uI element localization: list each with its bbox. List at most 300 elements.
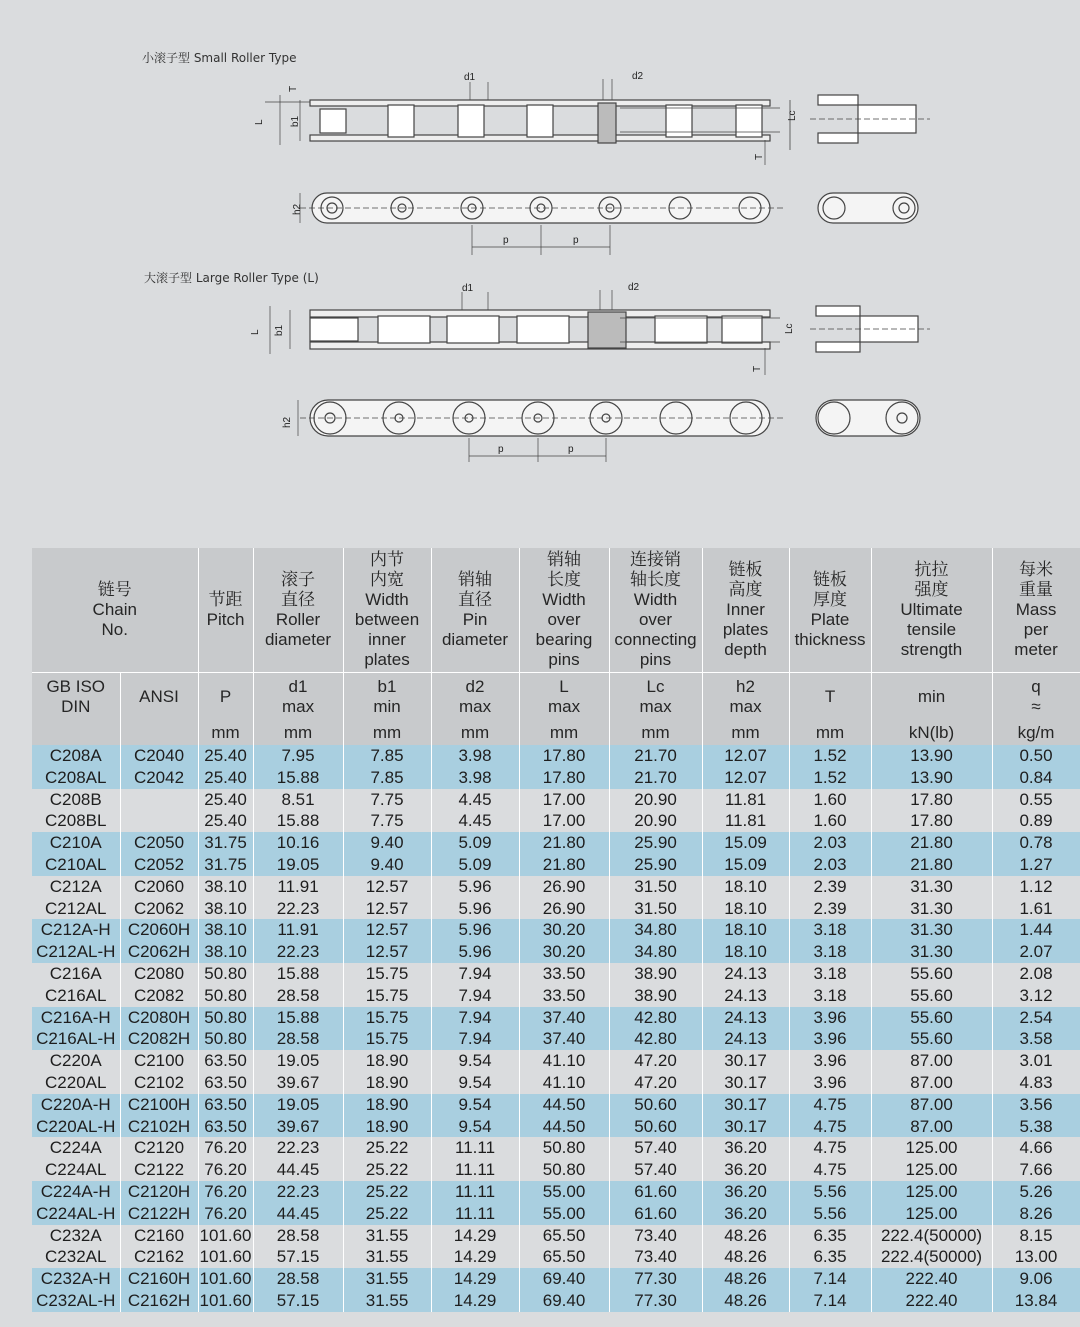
cell-t: 3.18 [789, 985, 871, 1007]
cell-d1: 57.15 [253, 1246, 343, 1268]
table-row [32, 985, 1080, 1007]
cell-d2: 11.11 [431, 1181, 519, 1203]
cell-d2: 5.09 [431, 832, 519, 854]
cell-ansi: C2052 [120, 854, 198, 876]
header-plate-thickness: 链板 厚度 Plate thickness [789, 548, 871, 673]
cell-b1: 18.90 [343, 1050, 431, 1072]
header-inner-width: 内节 内宽 Width between inner plates [343, 548, 431, 673]
cell-ansi: C2040 [120, 745, 198, 767]
cell-l: 17.00 [519, 789, 609, 811]
cell-p: 101.60 [199, 1225, 252, 1245]
cell-d1: 22.23 [253, 1137, 343, 1159]
cell-lc: 50.60 [609, 1094, 702, 1116]
cell-d1: 8.51 [253, 789, 343, 811]
cell-s: 17.80 [871, 789, 992, 811]
cell-t: 1.52 [789, 745, 871, 767]
table-row [32, 1268, 1080, 1290]
cell-gb: C208B [32, 789, 120, 811]
cell-s: 87.00 [871, 1072, 992, 1094]
cell-t: 7.14 [789, 1290, 871, 1312]
table-row [32, 1094, 1080, 1116]
cell-q: 1.12 [992, 876, 1080, 898]
cell-d2: 7.94 [431, 1007, 519, 1029]
cell-t: 6.35 [789, 1225, 871, 1247]
cell-t: 3.96 [789, 1050, 871, 1072]
table-row [32, 1203, 1080, 1225]
dim-d2-large: d2 [628, 282, 640, 293]
cell-lc: 77.30 [609, 1290, 702, 1312]
cell-lc: 50.60 [609, 1116, 702, 1138]
cell-p: 76.20 [198, 1159, 253, 1181]
cell-d2: 14.29 [431, 1246, 519, 1268]
cell-q: 0.78 [992, 832, 1080, 854]
cell-b1: 18.90 [343, 1072, 431, 1094]
cell-t: 4.75 [789, 1094, 871, 1116]
cell-ansi: C2162H [120, 1290, 198, 1312]
symbol-t: T [789, 673, 871, 722]
table-row [32, 789, 1080, 811]
table-row [32, 898, 1080, 920]
cell-s: 31.30 [871, 876, 992, 898]
cell-ansi: C2042 [120, 767, 198, 789]
cell-ansi: C2080H [120, 1007, 198, 1029]
cell-lc: 47.20 [609, 1050, 702, 1072]
cell-b1: 31.55 [343, 1225, 431, 1247]
cell-b1: 31.55 [343, 1268, 431, 1290]
cell-h2: 30.17 [702, 1094, 789, 1116]
cell-d1: 15.88 [253, 1007, 343, 1029]
unit-d1: mm [253, 721, 343, 745]
cell-p: 50.80 [198, 963, 253, 985]
large-roller-diagram [0, 280, 1080, 470]
cell-s: 55.60 [871, 963, 992, 985]
cell-t: 1.60 [789, 789, 871, 811]
header-mass: 每米 重量 Mass per meter [992, 548, 1080, 673]
cell-lc: 31.50 [609, 876, 702, 898]
cell-lc: 57.40 [609, 1159, 702, 1181]
header-chain-no: 链号 Chain No. [32, 548, 198, 673]
cell-d1: 44.45 [253, 1203, 343, 1225]
cell-s: 125.00 [871, 1159, 992, 1181]
cell-p: 25.40 [198, 810, 253, 832]
cell-d1: 57.15 [253, 1290, 343, 1312]
cell-gb: C224A-H [32, 1181, 120, 1203]
cell-l: 21.80 [519, 854, 609, 876]
spec-table-body [32, 745, 1080, 1312]
cell-q: 13.00 [992, 1246, 1080, 1268]
cell-b1: 12.57 [343, 898, 431, 920]
header-connecting-pin: 连接销 轴长度 Width over connecting pins [609, 548, 702, 673]
cell-d1: 44.45 [253, 1159, 343, 1181]
cell-p: 38.10 [198, 876, 253, 898]
cell-ansi: C2100H [120, 1094, 198, 1116]
table-row [32, 1246, 1080, 1268]
cell-s: 31.30 [871, 919, 992, 941]
cell-h2: 48.26 [702, 1246, 789, 1268]
cell-ansi: C2050 [120, 832, 198, 854]
table-row [32, 1181, 1080, 1203]
cell-b1: 18.90 [343, 1116, 431, 1138]
cell-d1: 15.88 [253, 810, 343, 832]
cell-h2: 24.13 [702, 1028, 789, 1050]
cell-d2: 11.11 [431, 1203, 519, 1225]
cell-b1: 7.75 [343, 789, 431, 811]
cell-b1: 25.22 [343, 1181, 431, 1203]
unit-t: mm [789, 721, 871, 745]
cell-s: 125.00 [871, 1137, 992, 1159]
header-pitch: 节距 Pitch [198, 548, 253, 673]
cell-h2: 18.10 [702, 898, 789, 920]
cell-lc: 42.80 [609, 1028, 702, 1050]
cell-d1: 10.16 [253, 832, 343, 854]
table-row [32, 919, 1080, 941]
cell-d2: 5.96 [431, 876, 519, 898]
cell-s: 87.00 [871, 1116, 992, 1138]
cell-gb: C232AL-H [32, 1290, 120, 1312]
cell-lc: 25.90 [609, 854, 702, 876]
cell-b1: 7.75 [343, 810, 431, 832]
cell-b1: 25.22 [343, 1203, 431, 1225]
cell-gb: C232A-H [32, 1268, 120, 1290]
cell-gb: C212AL-H [32, 941, 120, 963]
cell-h2: 24.13 [702, 963, 789, 985]
symbol-lc: Lc max [609, 673, 702, 722]
cell-l: 21.80 [519, 832, 609, 854]
cell-d1: 11.91 [253, 919, 343, 941]
cell-s: 87.00 [871, 1094, 992, 1116]
cell-h2: 11.81 [702, 789, 789, 811]
cell-q: 13.84 [992, 1290, 1080, 1312]
cell-d1: 15.88 [253, 767, 343, 789]
cell-l: 50.80 [519, 1159, 609, 1181]
cell-t: 3.18 [789, 919, 871, 941]
cell-s: 222.4(50000) [871, 1246, 992, 1268]
cell-b1: 15.75 [343, 1007, 431, 1029]
cell-d1: 7.95 [253, 745, 343, 767]
cell-s: 87.00 [871, 1050, 992, 1072]
cell-p: 50.80 [198, 1007, 253, 1029]
cell-s: 55.60 [871, 985, 992, 1007]
cell-l: 30.20 [519, 941, 609, 963]
unit-l: mm [519, 721, 609, 745]
cell-gb: C208A [32, 745, 120, 767]
cell-t: 2.03 [789, 854, 871, 876]
cell-gb: C208AL [32, 767, 120, 789]
dim-p1-small: p [503, 235, 509, 246]
cell-lc: 38.90 [609, 985, 702, 1007]
cell-gb: C212AL [32, 898, 120, 920]
cell-ansi: C2082H [120, 1028, 198, 1050]
symbol-b1: b1 min [343, 673, 431, 722]
cell-d1: 39.67 [253, 1116, 343, 1138]
cell-q: 5.26 [992, 1181, 1080, 1203]
table-row [32, 1290, 1080, 1312]
cell-q: 4.66 [992, 1137, 1080, 1159]
cell-lc: 38.90 [609, 963, 702, 985]
cell-t: 3.96 [789, 1028, 871, 1050]
dim-lc-small: Lc [787, 110, 798, 121]
cell-t: 3.96 [789, 1007, 871, 1029]
cell-lc: 31.50 [609, 898, 702, 920]
cell-s: 222.4(50000) [871, 1225, 992, 1247]
cell-d1: 15.88 [253, 963, 343, 985]
cell-p: 50.80 [198, 1028, 253, 1050]
dim-b1-large: b1 [274, 324, 285, 336]
table-row [32, 941, 1080, 963]
cell-l: 41.10 [519, 1072, 609, 1094]
dim-d1-small: d1 [464, 72, 476, 83]
cell-d1: 19.05 [253, 1050, 343, 1072]
table-row [32, 1159, 1080, 1181]
cell-q: 1.44 [992, 919, 1080, 941]
symbol-d1: d1 max [253, 673, 343, 722]
cell-b1: 15.75 [343, 985, 431, 1007]
dim-p1-large: p [498, 444, 504, 455]
cell-q: 7.66 [992, 1159, 1080, 1181]
cell-h2: 30.17 [702, 1116, 789, 1138]
cell-q: 2.54 [992, 1007, 1080, 1029]
cell-t: 3.18 [789, 941, 871, 963]
cell-gb: C210AL [32, 854, 120, 876]
cell-b1: 12.57 [343, 919, 431, 941]
cell-ansi: C2060 [120, 876, 198, 898]
cell-l: 69.40 [519, 1268, 609, 1290]
cell-l: 17.00 [519, 810, 609, 832]
cell-t: 2.03 [789, 832, 871, 854]
dim-t-large: T [752, 365, 763, 372]
cell-h2: 36.20 [702, 1159, 789, 1181]
table-row [32, 832, 1080, 854]
cell-l: 55.00 [519, 1181, 609, 1203]
cell-s: 125.00 [871, 1181, 992, 1203]
cell-h2: 48.26 [702, 1268, 789, 1290]
cell-ansi: C2120H [120, 1181, 198, 1203]
cell-t: 2.39 [789, 898, 871, 920]
cell-l: 44.50 [519, 1094, 609, 1116]
cell-p: 31.75 [198, 832, 253, 854]
header-pin-length: 销轴 长度 Width over bearing pins [519, 548, 609, 673]
cell-p: 38.10 [198, 941, 253, 963]
unit-lc: mm [609, 721, 702, 745]
cell-gb: C216A-H [32, 1007, 120, 1029]
cell-gb: C212A [32, 876, 120, 898]
dim-b1-small: b1 [290, 115, 301, 127]
cell-t: 1.60 [789, 810, 871, 832]
cell-d1: 22.23 [253, 941, 343, 963]
cell-d2: 14.29 [431, 1290, 519, 1312]
cell-d2: 7.94 [431, 985, 519, 1007]
cell-l: 37.40 [519, 1007, 609, 1029]
cell-d2: 4.45 [431, 810, 519, 832]
small-roller-diagram [0, 65, 1080, 275]
cell-d2: 11.11 [431, 1159, 519, 1181]
cell-d2: 9.54 [431, 1116, 519, 1138]
cell-ansi: C2062H [120, 941, 198, 963]
cell-ansi: C2060H [120, 919, 198, 941]
cell-h2: 18.10 [702, 919, 789, 941]
cell-l: 44.50 [519, 1116, 609, 1138]
cell-d1: 39.67 [253, 1072, 343, 1094]
cell-d2: 7.94 [431, 1028, 519, 1050]
cell-gb: C232A [32, 1225, 120, 1247]
dim-p2-large: p [568, 444, 574, 455]
cell-lc: 21.70 [609, 745, 702, 767]
cell-l: 17.80 [519, 745, 609, 767]
cell-t: 3.96 [789, 1072, 871, 1094]
cell-lc: 73.40 [609, 1225, 702, 1247]
cell-t: 4.75 [789, 1137, 871, 1159]
cell-h2: 18.10 [702, 876, 789, 898]
cell-d2: 7.94 [431, 963, 519, 985]
cell-q: 0.55 [992, 789, 1080, 811]
cell-h2: 12.07 [702, 767, 789, 789]
table-row [32, 1028, 1080, 1050]
cell-q: 8.15 [992, 1225, 1080, 1247]
table-row [32, 810, 1080, 832]
cell-t: 3.18 [789, 963, 871, 985]
unit-d2: mm [431, 721, 519, 745]
cell-l: 65.50 [519, 1246, 609, 1268]
cell-ansi: C2062 [120, 898, 198, 920]
cell-l: 33.50 [519, 963, 609, 985]
cell-q: 3.56 [992, 1094, 1080, 1116]
cell-s: 125.00 [871, 1203, 992, 1225]
cell-ansi: C2120 [120, 1137, 198, 1159]
unit-strength: kN(lb) [871, 721, 992, 745]
cell-d2: 11.11 [431, 1137, 519, 1159]
cell-gb: C208BL [32, 810, 120, 832]
cell-t: 2.39 [789, 876, 871, 898]
symbol-p: P [198, 673, 253, 722]
cell-b1: 31.55 [343, 1246, 431, 1268]
cell-p: 76.20 [198, 1203, 253, 1225]
unit-p: mm [198, 721, 253, 745]
cell-t: 4.75 [789, 1159, 871, 1181]
cell-s: 31.30 [871, 941, 992, 963]
cell-b1: 31.55 [343, 1290, 431, 1312]
cell-p: 63.50 [198, 1116, 253, 1138]
cell-gb: C224A [32, 1137, 120, 1159]
cell-t: 1.52 [789, 767, 871, 789]
cell-l: 33.50 [519, 985, 609, 1007]
cell-q: 3.12 [992, 985, 1080, 1007]
cell-h2: 12.07 [702, 745, 789, 767]
cell-q: 3.01 [992, 1050, 1080, 1072]
cell-b1: 25.22 [343, 1137, 431, 1159]
cell-s: 13.90 [871, 767, 992, 789]
cell-ansi: C2162 [120, 1246, 198, 1268]
cell-d1: 11.91 [253, 876, 343, 898]
cell-q: 5.38 [992, 1116, 1080, 1138]
cell-ansi: C2100 [120, 1050, 198, 1072]
cell-d2: 4.45 [431, 789, 519, 811]
cell-h2: 30.17 [702, 1072, 789, 1094]
dim-lc-large: Lc [784, 323, 795, 334]
dim-t-small: T [288, 85, 299, 92]
table-row [32, 1072, 1080, 1094]
cell-h2: 36.20 [702, 1137, 789, 1159]
cell-q: 2.07 [992, 941, 1080, 963]
cell-lc: 57.40 [609, 1137, 702, 1159]
cell-d2: 9.54 [431, 1072, 519, 1094]
cell-ansi: C2160H [120, 1268, 198, 1290]
header-plate-depth: 链板 高度 Inner plates depth [702, 548, 789, 673]
cell-q: 8.26 [992, 1203, 1080, 1225]
cell-d1: 28.58 [253, 1225, 343, 1247]
dim-d1-large: d1 [462, 283, 474, 294]
cell-h2: 15.09 [702, 854, 789, 876]
table-row [32, 1007, 1080, 1029]
cell-s: 55.60 [871, 1007, 992, 1029]
table-row [32, 1050, 1080, 1072]
dim-l-small: L [254, 119, 265, 125]
table-row [32, 876, 1080, 898]
cell-d1: 22.23 [253, 1181, 343, 1203]
cell-b1: 9.40 [343, 854, 431, 876]
cell-p: 76.20 [198, 1181, 253, 1203]
cell-gb: C216AL [32, 985, 120, 1007]
cell-gb: C216A [32, 963, 120, 985]
cell-lc: 77.30 [609, 1268, 702, 1290]
symbol-ansi: ANSI [120, 673, 198, 722]
cell-l: 26.90 [519, 898, 609, 920]
cell-p: 25.40 [198, 789, 253, 811]
chain-spec-table [32, 548, 1080, 1312]
cell-p: 25.40 [198, 767, 253, 789]
cell-t: 7.14 [789, 1268, 871, 1290]
cell-lc: 73.40 [609, 1246, 702, 1268]
cell-d1: 19.05 [253, 854, 343, 876]
cell-b1: 15.75 [343, 963, 431, 985]
cell-l: 69.40 [519, 1290, 609, 1312]
cell-p: 50.80 [198, 985, 253, 1007]
dim-d2-small: d2 [632, 71, 644, 82]
cell-ansi [120, 810, 198, 832]
cell-d2: 5.96 [431, 898, 519, 920]
cell-h2: 48.26 [702, 1290, 789, 1312]
cell-p: 25.40 [198, 745, 253, 767]
table-row [32, 854, 1080, 876]
dim-t2-small: T [754, 153, 765, 160]
cell-p: 38.10 [198, 919, 253, 941]
cell-b1: 9.40 [343, 832, 431, 854]
cell-q: 0.89 [992, 810, 1080, 832]
cell-gb: C212A-H [32, 919, 120, 941]
cell-t: 5.56 [789, 1181, 871, 1203]
cell-l: 26.90 [519, 876, 609, 898]
cell-gb: C224AL-H [32, 1203, 120, 1225]
cell-gb: C224AL [32, 1159, 120, 1181]
cell-gb: C220AL [32, 1072, 120, 1094]
cell-gb: C232AL [32, 1246, 120, 1268]
cell-p: 101.60 [199, 1247, 252, 1267]
cell-d2: 3.98 [431, 745, 519, 767]
cell-l: 17.80 [519, 767, 609, 789]
table-row [32, 1137, 1080, 1159]
cell-lc: 47.20 [609, 1072, 702, 1094]
cell-b1: 25.22 [343, 1159, 431, 1181]
cell-lc: 21.70 [609, 767, 702, 789]
cell-p: 31.75 [198, 854, 253, 876]
cell-t: 6.35 [789, 1246, 871, 1268]
cell-l: 41.10 [519, 1050, 609, 1072]
cell-h2: 18.10 [702, 941, 789, 963]
symbol-h2: h2 max [702, 673, 789, 722]
cell-gb: C220AL-H [32, 1116, 120, 1138]
header-tensile-strength: 抗拉 强度 Ultimate tensile strength [871, 548, 992, 673]
cell-d2: 9.54 [431, 1094, 519, 1116]
cell-p: 38.10 [198, 898, 253, 920]
